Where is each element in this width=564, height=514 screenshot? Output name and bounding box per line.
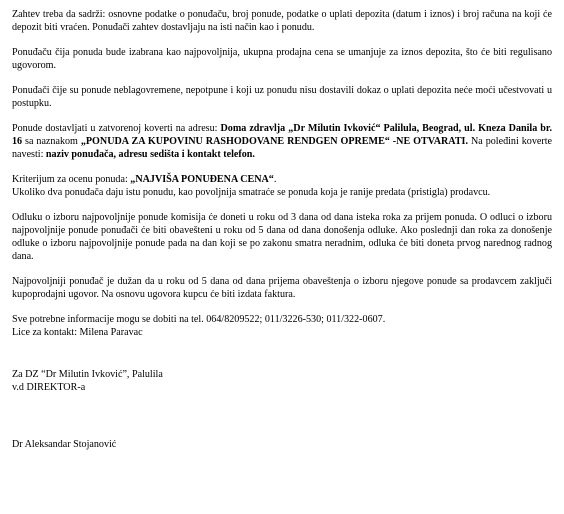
envelope-label: „PONUDA ZA KUPOVINU RASHODOVANE RENDGEN OPREME“ -NE OTVARATI. xyxy=(80,136,469,147)
signer-name: Dr Aleksandar Stojanović xyxy=(12,439,117,450)
contact-phones: Sve potrebne informacije mogu se dobiti na tel. 064/8209522; 011/3226-530; 011/322-0607. xyxy=(12,314,386,325)
paragraph-deposit-deduction: Ponuđaču čija ponuda bude izabrana kao najpovoljnija, ukupna prodajna cena se umanjuje za iznos depozita, što će biti regulisano ugovorom. xyxy=(12,47,552,71)
submission-address: Doma zdravlja „Dr Milutin Ivković“ Palilula, Beograd, ul. Kneza Danila br. 16 xyxy=(12,123,552,147)
criterion-value: „NAJVIŠA PONUĐENA CENA“ xyxy=(130,174,274,185)
submission-text: Na poleđini koverte navesti: xyxy=(12,136,552,160)
submission-text: Ponude dostavljati u zatvorenoj koverti na adresu: xyxy=(12,123,221,134)
signature-title: v.d DIREKTOR-a xyxy=(12,382,86,393)
contact-person: Lice za kontakt: Milena Paravac xyxy=(12,327,143,338)
signature-institution: Za DZ “Dr Milutin Ivković”, Palulila xyxy=(12,369,163,380)
submission-text: sa naznakom xyxy=(22,136,81,147)
paragraph-criterion xyxy=(12,173,552,186)
paragraph-invalid-bids: Ponuđači čije su ponude neblagovremene, nepotpune i koji uz ponudu nisu dostavili dokaz o uplati depozita neće moći učestvovati u postupku. xyxy=(12,85,552,109)
paragraph-contract: Najpovoljniji ponuđač je dužan da u roku od 5 dana od dana prijema obaveštenja o izboru njegove ponude sa prodavcem zaključi kupoprodajni ugovor. Na osnovu ugovora kupcu će biti izdata faktura. xyxy=(12,276,552,300)
document-page xyxy=(12,8,552,451)
criterion-label: Kriterijum za ocenu ponuda: xyxy=(12,174,131,185)
paragraph-deposit-request: Zahtev treba da sadrži: osnovne podatke o ponuđaču, broj ponude, podatke o uplati depozita (datum i iznos) i broj računa na koji će depozit biti vraćen. Ponuđači zahtev dostavljaju na isti način kao i ponudu. xyxy=(12,9,552,33)
criterion-period: . xyxy=(273,174,277,185)
paragraph-submission-address xyxy=(12,122,552,161)
paragraph-tie-rule: Ukoliko dva ponuđača daju istu ponudu, kao povoljnija smatraće se ponuda koja je ranije predata (pristigla) prodavcu. xyxy=(12,187,491,198)
paragraph-decision: Odluku o izboru najpovoljnije ponude komisija će doneti u roku od 3 dana od dana isteka roka za prijem ponuda. O odluci o izboru najpovoljnije ponude ponuđači će biti obavešteni u roku od 5 dana od dana donošenja odluke. Ako poslednji dan roka za donošenje odluke o izboru najpovoljnije ponude pada na dan koji se po zakonu smatra neradnim, odluka će biti doneta prvog narednog radnog dana. xyxy=(12,212,552,262)
envelope-back-info: naziv ponuđača, adresu sedišta i kontakt telefon. xyxy=(45,149,255,160)
